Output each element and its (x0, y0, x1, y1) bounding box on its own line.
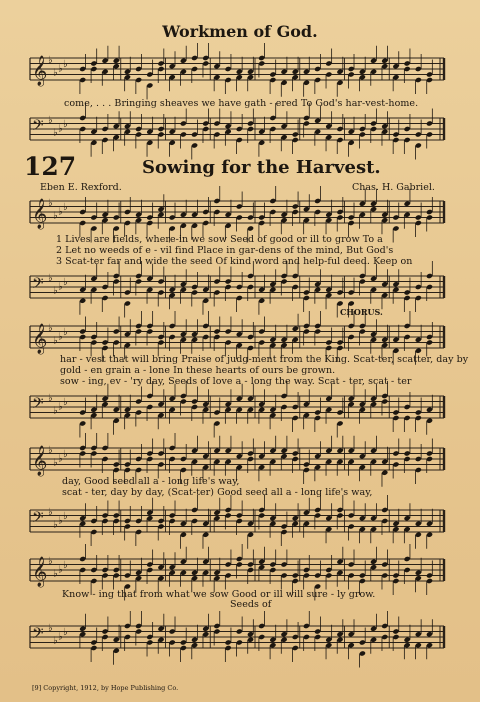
svg-text:♭: ♭ (63, 560, 68, 572)
svg-text:♭: ♭ (58, 401, 63, 413)
previous-hymn-treble-staff (0, 50, 480, 94)
svg-text:𝄞: 𝄞 (32, 199, 48, 229)
svg-text:♭: ♭ (63, 627, 68, 639)
svg-text:♭: ♭ (53, 127, 58, 139)
svg-text:♭: ♭ (48, 115, 53, 126)
system3-line-2: scat - ter, day by day, (Scat-ter) Good seed all a - long life's way, (62, 487, 373, 498)
composer-credit: Chas. H. Gabriel. (352, 182, 435, 193)
hymn-title: Sowing for the Harvest. (142, 157, 381, 178)
system3-line-1: day, Good seed all a - long life's way, (62, 476, 240, 487)
svg-text:𝄢: 𝄢 (32, 117, 44, 138)
svg-text:𝄞: 𝄞 (32, 56, 48, 86)
system2-bass-staff (0, 388, 480, 432)
svg-text:♭: ♭ (58, 281, 63, 293)
svg-text:♭: ♭ (48, 445, 53, 456)
svg-text:♭: ♭ (48, 198, 53, 209)
svg-text:♭: ♭ (53, 67, 58, 79)
svg-text:𝄞: 𝄞 (32, 324, 48, 354)
svg-text:♭: ♭ (58, 564, 63, 576)
svg-text:♭: ♭ (58, 515, 63, 527)
svg-text:♭: ♭ (53, 457, 58, 469)
previous-hymn-title: Workmen of God. (162, 22, 318, 41)
copyright-notice: [9] Copyright, 1912, by Hope Publishing Co. (32, 684, 179, 692)
svg-text:♭: ♭ (48, 323, 53, 334)
svg-text:𝄢: 𝄢 (32, 395, 44, 416)
system1-verse-2: 2 Let no weeds of e - vil find Place in gar-dens of the mind, But God's (56, 245, 394, 256)
svg-text:♭: ♭ (53, 635, 58, 647)
svg-text:♭: ♭ (48, 393, 53, 404)
svg-text:♭: ♭ (48, 556, 53, 567)
svg-text:♭: ♭ (63, 449, 68, 461)
svg-text:♭: ♭ (63, 202, 68, 214)
system1-verse-1: 1 Lives are fields, where-in we sow Seed of good or ill to grow To a (56, 234, 383, 245)
svg-text:♭: ♭ (63, 277, 68, 289)
system2-line-2: gold - en grain a - lone In these hearts of ours be grown. (60, 365, 336, 376)
svg-text:♭: ♭ (53, 335, 58, 347)
svg-text:♭: ♭ (63, 327, 68, 339)
svg-text:♭: ♭ (58, 123, 63, 135)
hymn-number: 127 (24, 152, 77, 181)
svg-text:♭: ♭ (58, 206, 63, 218)
svg-text:𝄢: 𝄢 (32, 275, 44, 296)
svg-text:𝄢: 𝄢 (32, 625, 44, 646)
system2-line-1: har - vest that will bring Praise of judg-ment from the King. Scat-ter, scatter, day by (60, 354, 469, 365)
svg-text:𝄢: 𝄢 (32, 509, 44, 530)
svg-text:♭: ♭ (53, 405, 58, 417)
svg-text:♭: ♭ (53, 568, 58, 580)
svg-text:♭: ♭ (48, 55, 53, 66)
lyricist-credit: Eben E. Rexford. (40, 182, 122, 193)
system1-bass-staff (0, 268, 480, 312)
svg-text:♭: ♭ (58, 453, 63, 465)
svg-text:♭: ♭ (53, 210, 58, 222)
system4-line-1: Know - ing that from what we sow Good or ill will sure - ly grow. (62, 589, 376, 600)
svg-text:𝄞: 𝄞 (32, 557, 48, 587)
system2-line-3: sow - ing, ev - 'ry day, Seeds of love a - long the way. Scat - ter, scat - ter (60, 376, 412, 387)
svg-text:♭: ♭ (48, 507, 53, 518)
svg-text:♭: ♭ (63, 59, 68, 71)
chorus-label: CHORUS. (340, 307, 383, 317)
system4-bass-staff (0, 618, 480, 662)
svg-text:♭: ♭ (53, 519, 58, 531)
system1-verse-3: 3 Scat-ter far and wide the seed Of kind word and help-ful deed. Keep on (56, 256, 413, 267)
system3-bass-staff (0, 502, 480, 546)
svg-text:♭: ♭ (58, 63, 63, 75)
previous-hymn-bass-staff (0, 110, 480, 154)
svg-text:♭: ♭ (63, 511, 68, 523)
system4-line-2: Seeds of (230, 599, 272, 610)
svg-text:♭: ♭ (48, 623, 53, 634)
svg-text:♭: ♭ (48, 273, 53, 284)
svg-text:♭: ♭ (58, 331, 63, 343)
svg-text:𝄞: 𝄞 (32, 446, 48, 476)
previous-hymn-lyric: come, . . . Bringing sheaves we have gath - ered To God's har-vest-home. (64, 98, 419, 109)
svg-text:♭: ♭ (53, 285, 58, 297)
svg-text:♭: ♭ (63, 119, 68, 131)
svg-text:♭: ♭ (63, 397, 68, 409)
svg-text:♭: ♭ (58, 631, 63, 643)
system1-treble-staff (0, 193, 480, 237)
